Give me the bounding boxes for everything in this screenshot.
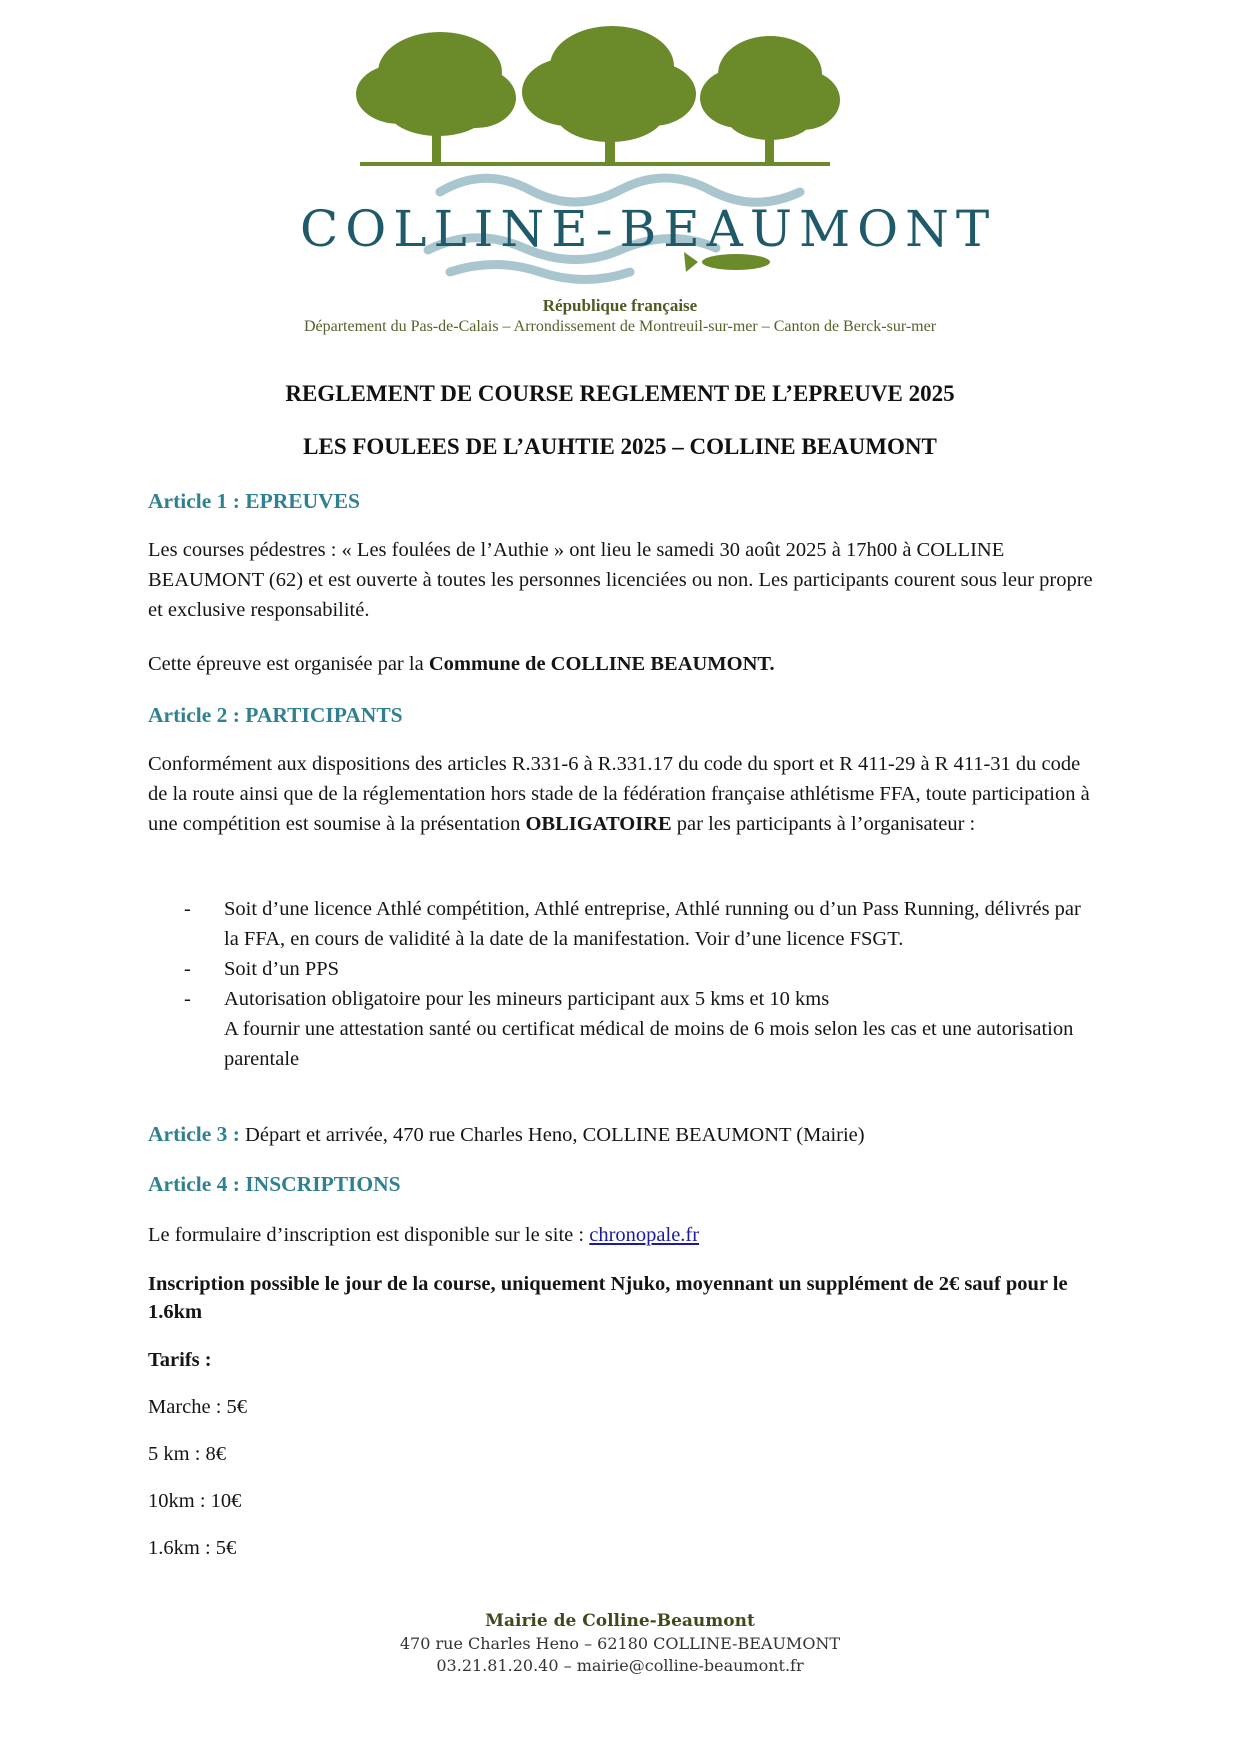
tarif-item: Marche : 5€ <box>148 1396 248 1418</box>
republic-label: République française <box>542 296 698 315</box>
article-1-heading: Article 1 : EPREUVES <box>148 489 360 513</box>
article-3-text: Départ et arrivée, 470 rue Charles Heno, COLLINE BEAUMONT (Mairie) <box>239 1124 865 1146</box>
article-3 <box>148 1119 1098 1150</box>
article-2-paragraph <box>148 749 1098 839</box>
list-item-text: Soit d’un PPS <box>224 958 340 980</box>
list-item <box>148 984 1098 1074</box>
list-item <box>148 894 1098 954</box>
registration-form-text: Le formulaire d’inscription est disponible sur le site : <box>148 1224 590 1246</box>
organizer-name: Commune de COLLINE BEAUMONT. <box>428 653 775 675</box>
article-2-obligatory: OBLIGATOIRE <box>525 813 672 835</box>
requirements-list <box>148 894 1098 1074</box>
article-1-organizer <box>148 649 1098 679</box>
document-title: REGLEMENT DE COURSE REGLEMENT DE L’EPREUVE 2025 <box>285 381 955 406</box>
article-2-heading: Article 2 : PARTICIPANTS <box>148 703 403 727</box>
logo-wordmark: COLLINE-BEAUMONT <box>300 200 997 258</box>
bullet-dash: - <box>184 898 191 920</box>
article-4-heading: Article 4 : INSCRIPTIONS <box>148 1172 401 1196</box>
tarif-item: 5 km : 8€ <box>148 1443 227 1465</box>
list-item-continuation: A fournir une attestation santé ou certificat médical de moins de 6 mois selon les cas et une autorisation parentale <box>224 1018 1074 1070</box>
footer-title: Mairie de Colline-Beaumont <box>485 1611 755 1631</box>
footer-address: 470 rue Charles Heno – 62180 COLLINE-BEAUMONT <box>399 1634 841 1653</box>
article-2-text: Conformément aux dispositions des articles R.331-6 à R.331.17 du code du sport et R 411-29 à R 411-31 du code de la route ainsi que de la réglementation hors stade de la fédération française athlétisme FFA, toute participation à une compétition est soumise à la présentation <box>148 753 1090 835</box>
list-item <box>148 954 1098 984</box>
same-day-registration: Inscription possible le jour de la course, uniquement Njuko, moyennant un supplément de 2€ sauf pour le 1.6km <box>148 1273 1068 1323</box>
tarifs-heading: Tarifs : <box>148 1349 212 1371</box>
registration-link[interactable]: chronopale.fr <box>589 1224 700 1246</box>
list-item-text: Autorisation obligatoire pour les mineurs participant aux 5 kms et 10 kms <box>224 988 830 1010</box>
registration-form-line <box>148 1220 1098 1250</box>
bullet-dash: - <box>184 988 191 1010</box>
bullet-dash: - <box>184 958 191 980</box>
document-subtitle: LES FOULEES DE L’AUHTIE 2025 – COLLINE BEAUMONT <box>303 434 937 459</box>
department-line: Département du Pas-de-Calais – Arrondissement de Montreuil-sur-mer – Canton de Berck-sur-mer <box>303 318 937 335</box>
organizer-prefix: Cette épreuve est organisée par la <box>148 653 429 675</box>
footer-contact: 03.21.81.20.40 – mairie@colline-beaumont.fr <box>436 1656 804 1675</box>
tarif-item: 10km : 10€ <box>148 1490 242 1512</box>
article-1-paragraph: Les courses pédestres : « Les foulées de l’Authie » ont lieu le samedi 30 août 2025 à 17h00 à COLLINE BEAUMONT (62) et est ouverte à toutes les personnes licenciées ou non. Les participants courent sous leur propre et exclusive responsabilité. <box>148 539 1093 621</box>
article-3-heading: Article 3 : <box>148 1122 240 1146</box>
tarif-item: 1.6km : 5€ <box>148 1537 237 1559</box>
article-2-text-end: par les participants à l’organisateur : <box>671 813 976 835</box>
town-logo <box>300 14 997 286</box>
list-item-text: Soit d’une licence Athlé compétition, Athlé entreprise, Athlé running ou d’un Pass Running, délivrés par la FFA, en cours de validité à la date de la manifestation. Voir d’une licence FSGT. <box>224 898 1081 950</box>
